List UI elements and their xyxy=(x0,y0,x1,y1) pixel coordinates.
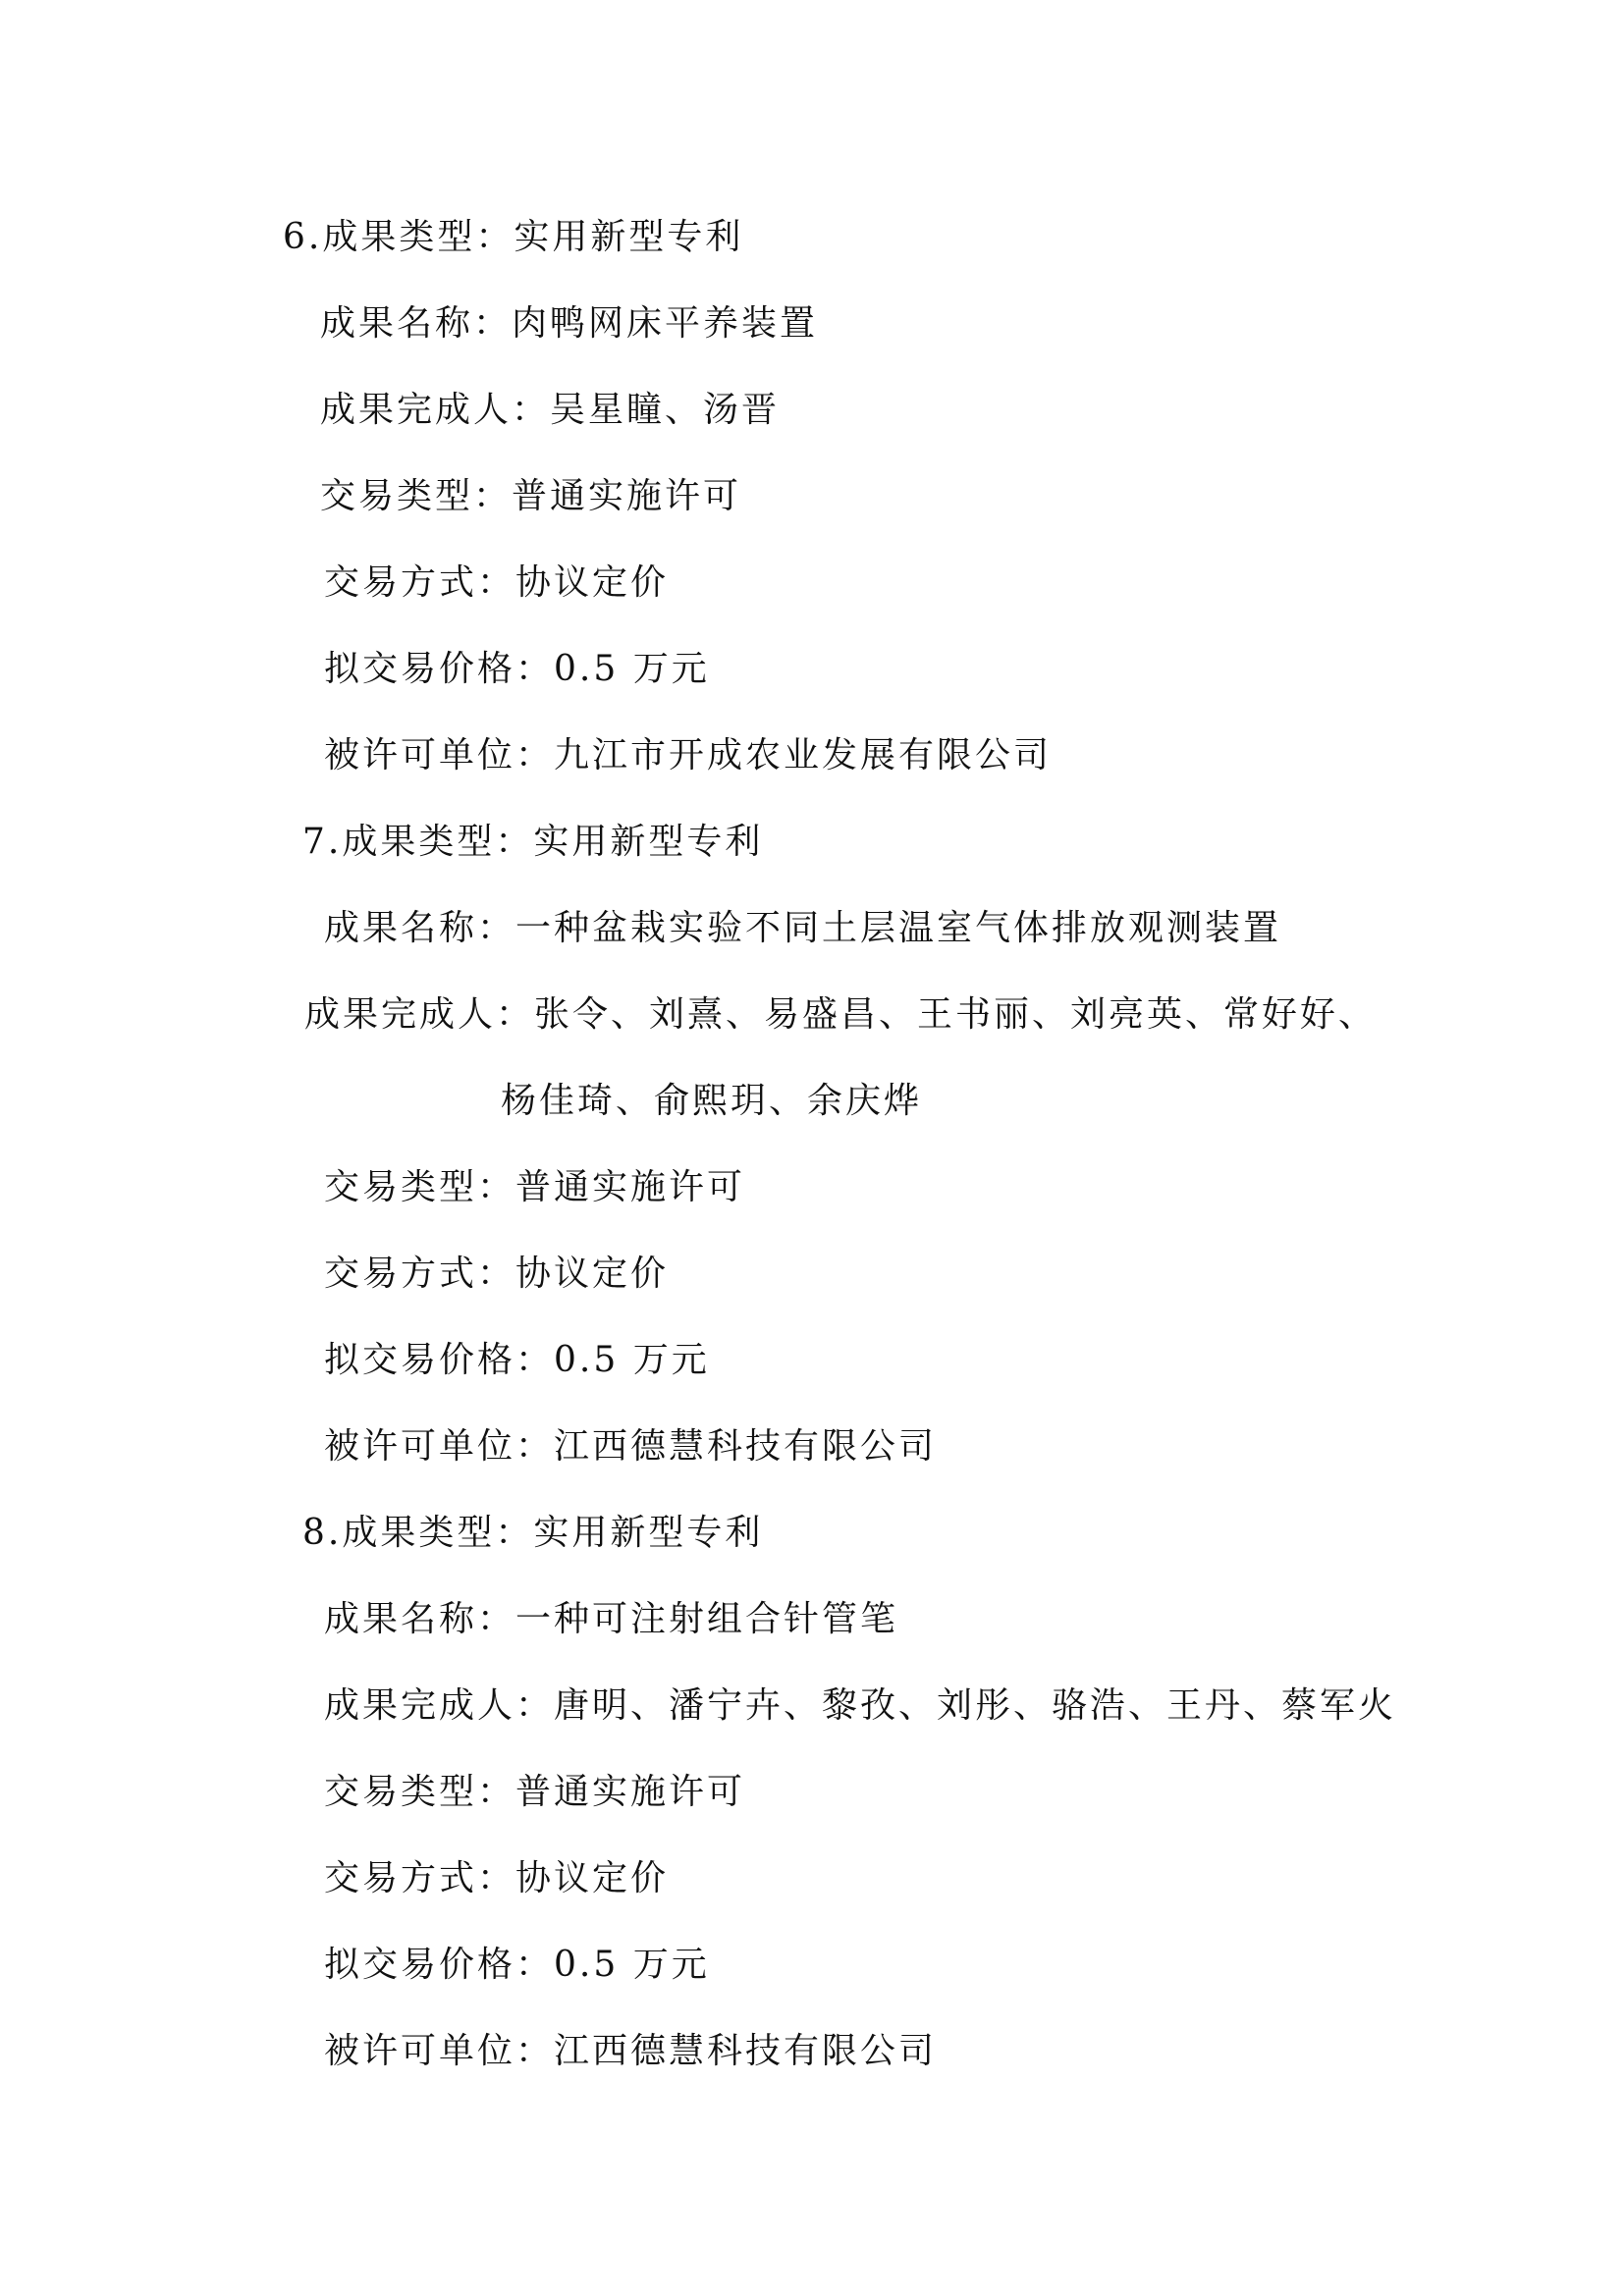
item-7-name-value: 一种盆栽实验不同土层温室气体排放观测装置 xyxy=(515,908,1282,948)
item-6-type-line xyxy=(283,216,743,259)
item-6-completers-label: 成果完成人： xyxy=(320,390,551,430)
item-7-licensee-label: 被许可单位： xyxy=(324,1426,555,1467)
item-7-trade-type-line xyxy=(324,1166,745,1209)
item-8-trade-method-line xyxy=(324,1857,669,1900)
item-8-trade-type-line xyxy=(324,1771,745,1814)
item-7-trade-type-label: 交易类型： xyxy=(324,1167,516,1207)
item-7-completers-label: 成果完成人： xyxy=(304,994,535,1035)
item-6-completers-value: 吴星瞳、汤晋 xyxy=(550,390,781,430)
item-8-price-value: 0.5 万元 xyxy=(554,1945,710,1985)
item-7-type-line xyxy=(302,821,763,864)
item-7-trade-method-value: 协议定价 xyxy=(515,1254,670,1294)
item-6-licensee-label: 被许可单位： xyxy=(324,735,555,775)
item-7-price-line xyxy=(324,1339,710,1382)
item-6-trade-type-line xyxy=(320,475,741,518)
item-8-type-line xyxy=(302,1512,763,1555)
item-7-licensee-line xyxy=(324,1425,937,1468)
item-8-licensee-value: 江西德慧科技有限公司 xyxy=(554,2031,938,2071)
item-8-licensee-label: 被许可单位： xyxy=(324,2031,555,2071)
item-6-licensee-line xyxy=(324,734,1052,777)
item-8-completers-label: 成果完成人： xyxy=(324,1685,555,1726)
item-7-type-value: 实用新型专利 xyxy=(533,822,764,862)
item-6-name-label: 成果名称： xyxy=(320,303,513,344)
item-7-completers-value: 张令、刘熹、易盛昌、王书丽、刘亮英、常好好、 xyxy=(534,994,1378,1035)
item-7-trade-method-label: 交易方式： xyxy=(324,1254,516,1294)
item-6-trade-method-line xyxy=(324,561,669,605)
item-6-type-value: 实用新型专利 xyxy=(514,217,744,257)
item-7-type-label: 7.成果类型： xyxy=(302,822,534,862)
item-8-completers-value: 唐明、潘宁卉、黎孜、刘彤、骆浩、王丹、蔡军火 xyxy=(554,1685,1397,1726)
item-6-price-line xyxy=(324,648,710,691)
item-6-trade-method-label: 交易方式： xyxy=(324,562,516,603)
item-7-name-line xyxy=(324,907,1281,950)
item-6-price-label: 拟交易价格： xyxy=(324,649,555,689)
item-6-licensee-value: 九江市开成农业发展有限公司 xyxy=(554,735,1053,775)
item-6-completers-line xyxy=(320,389,780,432)
item-6-price-value: 0.5 万元 xyxy=(554,649,710,689)
item-7-completers-line xyxy=(304,993,1377,1037)
item-8-trade-type-label: 交易类型： xyxy=(324,1772,516,1812)
item-8-name-line xyxy=(324,1598,898,1641)
item-7-name-label: 成果名称： xyxy=(324,908,516,948)
item-6-trade-method-value: 协议定价 xyxy=(515,562,670,603)
item-8-licensee-line xyxy=(324,2030,937,2073)
item-7-licensee-value: 江西德慧科技有限公司 xyxy=(554,1426,938,1467)
item-7-trade-method-line xyxy=(324,1253,669,1296)
item-6-name-value: 肉鸭网床平养装置 xyxy=(512,303,819,344)
item-6-trade-type-value: 普通实施许可 xyxy=(512,476,742,516)
item-6-type-label: 6.成果类型： xyxy=(283,217,514,257)
item-8-type-value: 实用新型专利 xyxy=(533,1513,764,1553)
item-8-trade-type-value: 普通实施许可 xyxy=(515,1772,746,1812)
item-8-price-line xyxy=(324,1944,710,1987)
item-8-type-label: 8.成果类型： xyxy=(302,1513,534,1553)
item-7-completers-continuation xyxy=(501,1080,922,1123)
item-7-trade-type-value: 普通实施许可 xyxy=(515,1167,746,1207)
item-8-trade-method-value: 协议定价 xyxy=(515,1858,670,1898)
item-7-price-value: 0.5 万元 xyxy=(554,1340,710,1380)
item-8-price-label: 拟交易价格： xyxy=(324,1945,555,1985)
item-6-name-line xyxy=(320,302,818,346)
item-8-name-value: 一种可注射组合针管笔 xyxy=(515,1599,899,1639)
item-8-trade-method-label: 交易方式： xyxy=(324,1858,516,1898)
item-6-trade-type-label: 交易类型： xyxy=(320,476,513,516)
item-7-completers-value-cont: 杨佳琦、俞熙玥、余庆烨 xyxy=(501,1081,923,1121)
item-8-name-label: 成果名称： xyxy=(324,1599,516,1639)
item-8-completers-line xyxy=(324,1684,1396,1728)
item-7-price-label: 拟交易价格： xyxy=(324,1340,555,1380)
